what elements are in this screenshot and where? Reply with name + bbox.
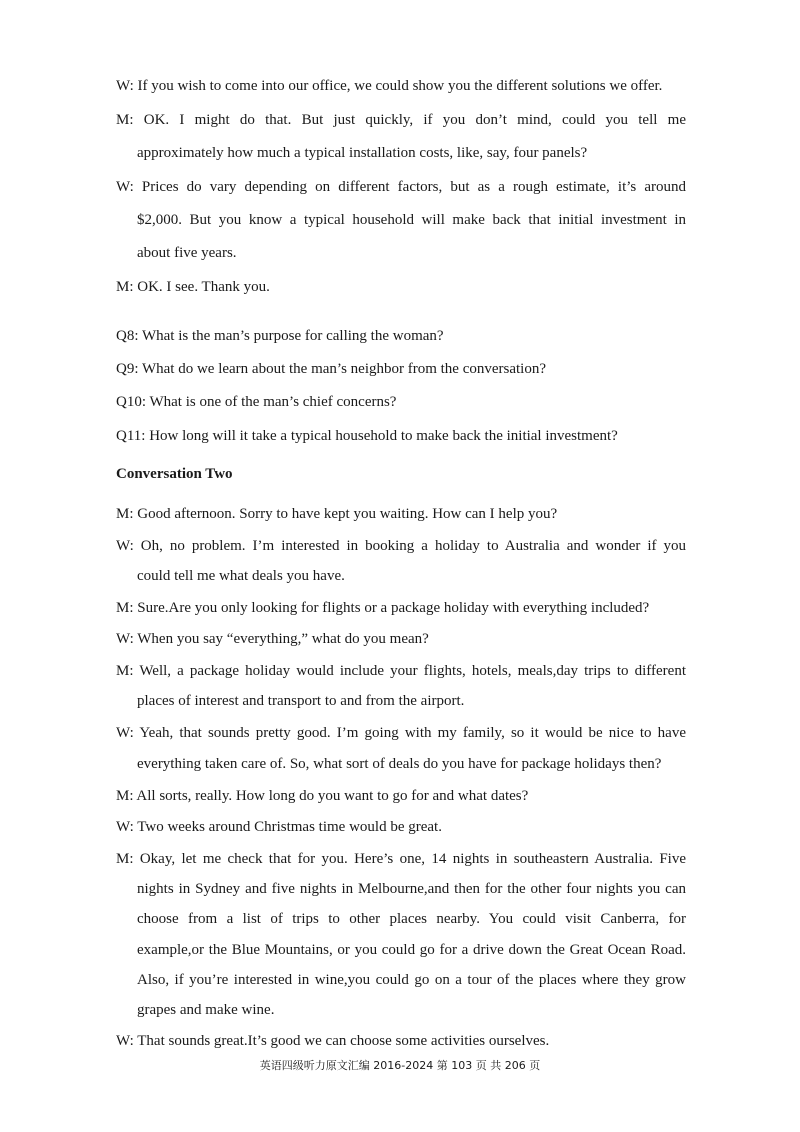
dialogue-line-w-office: W: If you wish to come into our office, we could show you the different solutions we offer. — [116, 78, 663, 94]
dialogue-line-w-activities: W: That sounds great.It’s good we can choose some activities ourselves. — [116, 1033, 550, 1049]
dialogue-line-m-dates: M: All sorts, really. How long do you want to go for and what dates? — [116, 788, 529, 804]
section-heading: Conversation Two — [116, 466, 233, 482]
dialogue-line-w-booking-cont: could tell me what deals you have. — [137, 568, 345, 584]
dialogue-line-m-offer-cont-2: choose from a list of trips to other places nearby. You could visit Canberra, for — [137, 911, 686, 927]
dialogue-line-w-christmas: W: Two weeks around Christmas time would be great. — [116, 819, 442, 835]
dialogue-line-m-thanks: M: OK. I see. Thank you. — [116, 279, 270, 295]
dialogue-line-m-offer-cont-3: example,or the Blue Mountains, or you could go for a drive down the Great Ocean Road. — [137, 942, 686, 958]
dialogue-line-m-installation-cost: M: OK. I might do that. But just quickly, if you don’t mind, could you tell me — [116, 112, 686, 128]
dialogue-line-m-offer-cont-4: Also, if you’re interested in wine,you could go on a tour of the places where they grow — [137, 972, 686, 988]
dialogue-line-w-family-cont: everything taken care of. So, what sort of deals do you have for package holidays then? — [137, 756, 662, 772]
dialogue-line-w-prices-cont-2: about five years. — [137, 245, 237, 261]
dialogue-line-m-greeting: M: Good afternoon. Sorry to have kept you waiting. How can I help you? — [116, 506, 558, 522]
dialogue-line-m-installation-cost-cont: approximately how much a typical installation costs, like, say, four panels? — [137, 145, 588, 161]
question-q8: Q8: What is the man’s purpose for calling the woman? — [116, 328, 444, 344]
dialogue-line-m-offer-cont-1: nights in Sydney and five nights in Melbourne,and then for the other four nights you can — [137, 881, 686, 897]
dialogue-line-w-family: W: Yeah, that sounds pretty good. I’m going with my family, so it would be nice to have — [116, 725, 686, 741]
dialogue-line-w-booking: W: Oh, no problem. I’m interested in booking a holiday to Australia and wonder if you — [116, 538, 686, 554]
question-q9: Q9: What do we learn about the man’s neighbor from the conversation? — [116, 361, 547, 377]
page-footer: 英语四级听力原文汇编 2016-2024 第 103 页 共 206 页 — [259, 1059, 541, 1072]
dialogue-line-w-prices-cont-1: $2,000. But you know a typical household will make back that initial investment in — [137, 212, 686, 228]
dialogue-line-m-offer-cont-5: grapes and make wine. — [137, 1002, 275, 1018]
dialogue-line-m-package-includes-cont: places of interest and transport to and from the airport. — [137, 693, 465, 709]
dialogue-line-w-prices: W: Prices do vary depending on different factors, but as a rough estimate, it’s around — [116, 179, 686, 195]
question-q10: Q10: What is one of the man’s chief concerns? — [116, 394, 397, 410]
dialogue-line-m-package-includes: M: Well, a package holiday would include your flights, hotels, meals,day trips to different — [116, 663, 686, 679]
question-q11: Q11: How long will it take a typical household to make back the initial investment? — [116, 428, 618, 444]
dialogue-line-m-package-question: M: Sure.Are you only looking for flights or a package holiday with everything included? — [116, 600, 650, 616]
dialogue-line-w-everything: W: When you say “everything,” what do you mean? — [116, 631, 429, 647]
dialogue-line-m-offer: M: Okay, let me check that for you. Here’s one, 14 nights in southeastern Australia. Five — [116, 851, 686, 867]
